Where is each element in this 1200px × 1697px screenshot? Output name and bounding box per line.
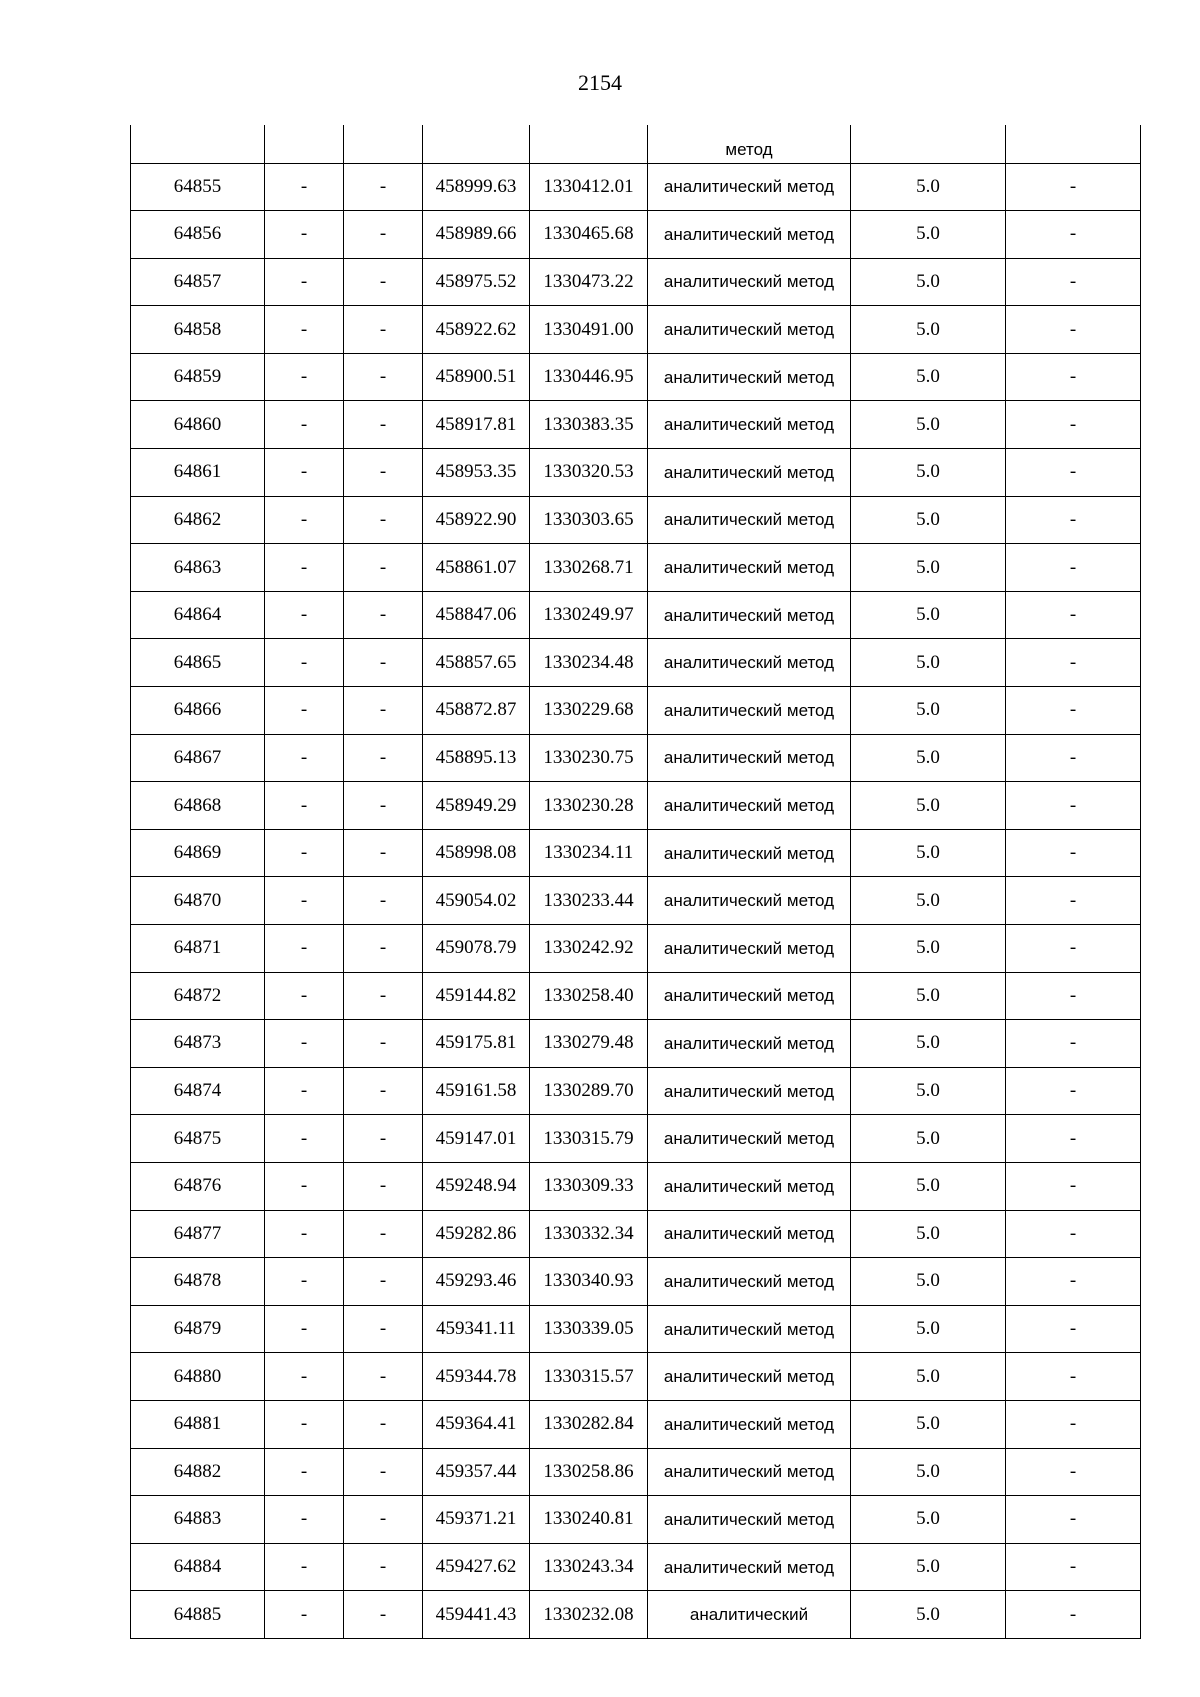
table-row xyxy=(131,544,1141,592)
cell-y-coordinate: 1330234.48 xyxy=(530,639,648,687)
table-row xyxy=(131,496,1141,544)
table-row xyxy=(131,1400,1141,1448)
cell-col2: - xyxy=(265,1591,344,1639)
cell-col3: - xyxy=(344,1067,423,1115)
cell-col3: - xyxy=(344,782,423,830)
cell-col3: - xyxy=(344,925,423,973)
cell-x-coordinate: 458917.81 xyxy=(423,401,530,449)
cell-x-coordinate: 458975.52 xyxy=(423,258,530,306)
cell-col2: - xyxy=(265,1496,344,1544)
cell-x-coordinate: 458900.51 xyxy=(423,353,530,401)
cell-col2: - xyxy=(265,449,344,497)
cell-method: аналитический метод xyxy=(648,1067,851,1115)
cell-point-id: 64864 xyxy=(131,591,265,639)
cell-method: аналитический метод xyxy=(648,258,851,306)
cell-col8: - xyxy=(1006,734,1141,782)
cell-point-id: 64876 xyxy=(131,1162,265,1210)
cell-point-id: 64882 xyxy=(131,1448,265,1496)
cell-x-coordinate: 459282.86 xyxy=(423,1210,530,1258)
cell-accuracy: 5.0 xyxy=(851,163,1006,211)
cell-method: аналитический метод xyxy=(648,1400,851,1448)
cell-y-coordinate: 1330258.86 xyxy=(530,1448,648,1496)
cell-method: аналитический метод xyxy=(648,1353,851,1401)
cell-col8: - xyxy=(1006,258,1141,306)
cell-col3: - xyxy=(344,734,423,782)
cell-method: аналитический метод xyxy=(648,734,851,782)
cell-accuracy: 5.0 xyxy=(851,449,1006,497)
cell-col2: - xyxy=(265,1020,344,1068)
cell-y-coordinate: 1330240.81 xyxy=(530,1496,648,1544)
cell-col2: - xyxy=(265,925,344,973)
table-row xyxy=(131,1305,1141,1353)
cell-method: аналитический метод xyxy=(648,1258,851,1306)
cell-y-coordinate: 1330268.71 xyxy=(530,544,648,592)
cell-method: метод xyxy=(648,125,851,163)
cell-point-id: 64881 xyxy=(131,1400,265,1448)
cell-method: аналитический метод xyxy=(648,401,851,449)
cell-col2: - xyxy=(265,782,344,830)
cell-accuracy: 5.0 xyxy=(851,925,1006,973)
cell-col2: - xyxy=(265,1258,344,1306)
cell-col8: - xyxy=(1006,639,1141,687)
page-number: 2154 xyxy=(578,70,622,95)
cell-method: аналитический метод xyxy=(648,591,851,639)
cell-y-coordinate: 1330233.44 xyxy=(530,877,648,925)
cell-col8: - xyxy=(1006,1162,1141,1210)
cell-point-id: 64861 xyxy=(131,449,265,497)
cell-method: аналитический xyxy=(648,1591,851,1639)
cell-point-id: 64857 xyxy=(131,258,265,306)
cell-x-coordinate: 458922.90 xyxy=(423,496,530,544)
cell-x-coordinate: 459341.11 xyxy=(423,1305,530,1353)
cell-method: аналитический метод xyxy=(648,1115,851,1163)
cell-point-id: 64870 xyxy=(131,877,265,925)
cell-x-coordinate: 459371.21 xyxy=(423,1496,530,1544)
cell-x-coordinate: 459161.58 xyxy=(423,1067,530,1115)
cell-y-coordinate: 1330491.00 xyxy=(530,306,648,354)
cell-accuracy: 5.0 xyxy=(851,401,1006,449)
cell-col2: - xyxy=(265,1448,344,1496)
cell-accuracy: 5.0 xyxy=(851,972,1006,1020)
cell-y-coordinate: 1330232.08 xyxy=(530,1591,648,1639)
cell-point-id: 64856 xyxy=(131,211,265,259)
cell-col2: - xyxy=(265,258,344,306)
cell-point-id: 64871 xyxy=(131,925,265,973)
cell-method: аналитический метод xyxy=(648,1020,851,1068)
table-row xyxy=(131,1353,1141,1401)
cell-accuracy: 5.0 xyxy=(851,1353,1006,1401)
coordinates-table xyxy=(130,125,1141,1639)
cell-accuracy: 5.0 xyxy=(851,1448,1006,1496)
cell-accuracy: 5.0 xyxy=(851,1210,1006,1258)
cell-y-coordinate: 1330282.84 xyxy=(530,1400,648,1448)
cell-method: аналитический метод xyxy=(648,1162,851,1210)
cell-col3: - xyxy=(344,1591,423,1639)
cell-x-coordinate: 458847.06 xyxy=(423,591,530,639)
cell-empty xyxy=(131,125,265,163)
cell-col3: - xyxy=(344,496,423,544)
cell-col8: - xyxy=(1006,1448,1141,1496)
cell-y-coordinate: 1330229.68 xyxy=(530,687,648,735)
cell-point-id: 64883 xyxy=(131,1496,265,1544)
cell-col2: - xyxy=(265,401,344,449)
cell-accuracy: 5.0 xyxy=(851,734,1006,782)
cell-col3: - xyxy=(344,972,423,1020)
cell-col8: - xyxy=(1006,544,1141,592)
table-row xyxy=(131,211,1141,259)
cell-accuracy: 5.0 xyxy=(851,1162,1006,1210)
cell-accuracy: 5.0 xyxy=(851,544,1006,592)
cell-x-coordinate: 459248.94 xyxy=(423,1162,530,1210)
cell-x-coordinate: 459054.02 xyxy=(423,877,530,925)
cell-col2: - xyxy=(265,1162,344,1210)
cell-y-coordinate: 1330465.68 xyxy=(530,211,648,259)
cell-col2: - xyxy=(265,972,344,1020)
cell-empty xyxy=(423,125,530,163)
cell-col3: - xyxy=(344,353,423,401)
cell-col3: - xyxy=(344,163,423,211)
cell-point-id: 64858 xyxy=(131,306,265,354)
cell-col2: - xyxy=(265,1353,344,1401)
table-row xyxy=(131,1496,1141,1544)
cell-col2: - xyxy=(265,734,344,782)
cell-accuracy: 5.0 xyxy=(851,353,1006,401)
cell-point-id: 64855 xyxy=(131,163,265,211)
cell-col8: - xyxy=(1006,306,1141,354)
cell-y-coordinate: 1330258.40 xyxy=(530,972,648,1020)
cell-col8: - xyxy=(1006,353,1141,401)
cell-col2: - xyxy=(265,1400,344,1448)
cell-point-id: 64867 xyxy=(131,734,265,782)
cell-col8: - xyxy=(1006,211,1141,259)
cell-method: аналитический метод xyxy=(648,544,851,592)
cell-accuracy: 5.0 xyxy=(851,1591,1006,1639)
cell-y-coordinate: 1330339.05 xyxy=(530,1305,648,1353)
cell-point-id: 64877 xyxy=(131,1210,265,1258)
cell-y-coordinate: 1330412.01 xyxy=(530,163,648,211)
cell-x-coordinate: 458895.13 xyxy=(423,734,530,782)
cell-col3: - xyxy=(344,449,423,497)
continuation-row xyxy=(131,125,1141,163)
cell-accuracy: 5.0 xyxy=(851,639,1006,687)
cell-point-id: 64875 xyxy=(131,1115,265,1163)
cell-col2: - xyxy=(265,591,344,639)
cell-y-coordinate: 1330289.70 xyxy=(530,1067,648,1115)
table-row xyxy=(131,1115,1141,1163)
cell-col2: - xyxy=(265,1543,344,1591)
cell-accuracy: 5.0 xyxy=(851,258,1006,306)
cell-empty xyxy=(344,125,423,163)
cell-point-id: 64879 xyxy=(131,1305,265,1353)
cell-method: аналитический метод xyxy=(648,163,851,211)
cell-col3: - xyxy=(344,1400,423,1448)
table-row xyxy=(131,1020,1141,1068)
cell-y-coordinate: 1330279.48 xyxy=(530,1020,648,1068)
cell-col8: - xyxy=(1006,1305,1141,1353)
table-row xyxy=(131,877,1141,925)
cell-accuracy: 5.0 xyxy=(851,1400,1006,1448)
cell-method: аналитический метод xyxy=(648,449,851,497)
table-row xyxy=(131,925,1141,973)
cell-accuracy: 5.0 xyxy=(851,1258,1006,1306)
cell-col3: - xyxy=(344,687,423,735)
cell-col3: - xyxy=(344,591,423,639)
cell-col8: - xyxy=(1006,1496,1141,1544)
table-row xyxy=(131,258,1141,306)
cell-col2: - xyxy=(265,306,344,354)
cell-col8: - xyxy=(1006,401,1141,449)
cell-y-coordinate: 1330446.95 xyxy=(530,353,648,401)
cell-empty xyxy=(265,125,344,163)
cell-accuracy: 5.0 xyxy=(851,1543,1006,1591)
cell-point-id: 64859 xyxy=(131,353,265,401)
cell-accuracy: 5.0 xyxy=(851,496,1006,544)
cell-method: аналитический метод xyxy=(648,353,851,401)
cell-col3: - xyxy=(344,1353,423,1401)
cell-accuracy: 5.0 xyxy=(851,829,1006,877)
cell-col3: - xyxy=(344,258,423,306)
cell-point-id: 64872 xyxy=(131,972,265,1020)
cell-accuracy: 5.0 xyxy=(851,877,1006,925)
cell-point-id: 64860 xyxy=(131,401,265,449)
cell-col8: - xyxy=(1006,1591,1141,1639)
cell-x-coordinate: 459364.41 xyxy=(423,1400,530,1448)
cell-col2: - xyxy=(265,163,344,211)
table-row xyxy=(131,163,1141,211)
cell-method: аналитический метод xyxy=(648,1496,851,1544)
cell-method: аналитический метод xyxy=(648,1543,851,1591)
cell-x-coordinate: 458999.63 xyxy=(423,163,530,211)
cell-col8: - xyxy=(1006,1543,1141,1591)
cell-x-coordinate: 458922.62 xyxy=(423,306,530,354)
table-row xyxy=(131,734,1141,782)
cell-col3: - xyxy=(344,306,423,354)
cell-col8: - xyxy=(1006,925,1141,973)
cell-col8: - xyxy=(1006,1067,1141,1115)
cell-y-coordinate: 1330315.79 xyxy=(530,1115,648,1163)
table-row xyxy=(131,1162,1141,1210)
cell-col3: - xyxy=(344,1496,423,1544)
table-body xyxy=(131,125,1141,1638)
table-row xyxy=(131,972,1141,1020)
cell-x-coordinate: 459357.44 xyxy=(423,1448,530,1496)
cell-col8: - xyxy=(1006,591,1141,639)
table-row xyxy=(131,1591,1141,1639)
cell-col8: - xyxy=(1006,782,1141,830)
cell-col2: - xyxy=(265,687,344,735)
cell-col8: - xyxy=(1006,163,1141,211)
table-row xyxy=(131,449,1141,497)
cell-col8: - xyxy=(1006,449,1141,497)
cell-y-coordinate: 1330332.34 xyxy=(530,1210,648,1258)
cell-col3: - xyxy=(344,1210,423,1258)
cell-empty xyxy=(530,125,648,163)
cell-col8: - xyxy=(1006,1115,1141,1163)
cell-col8: - xyxy=(1006,1210,1141,1258)
cell-point-id: 64868 xyxy=(131,782,265,830)
cell-col2: - xyxy=(265,544,344,592)
table-row xyxy=(131,1448,1141,1496)
cell-y-coordinate: 1330243.34 xyxy=(530,1543,648,1591)
cell-x-coordinate: 459147.01 xyxy=(423,1115,530,1163)
cell-col8: - xyxy=(1006,829,1141,877)
cell-x-coordinate: 459344.78 xyxy=(423,1353,530,1401)
cell-col2: - xyxy=(265,1305,344,1353)
cell-empty xyxy=(851,125,1006,163)
cell-empty xyxy=(1006,125,1141,163)
cell-point-id: 64884 xyxy=(131,1543,265,1591)
cell-point-id: 64866 xyxy=(131,687,265,735)
cell-x-coordinate: 459078.79 xyxy=(423,925,530,973)
cell-accuracy: 5.0 xyxy=(851,782,1006,830)
cell-col8: - xyxy=(1006,496,1141,544)
cell-point-id: 64873 xyxy=(131,1020,265,1068)
table-row xyxy=(131,591,1141,639)
cell-col2: - xyxy=(265,1115,344,1163)
cell-col3: - xyxy=(344,829,423,877)
cell-y-coordinate: 1330230.75 xyxy=(530,734,648,782)
cell-y-coordinate: 1330383.35 xyxy=(530,401,648,449)
cell-y-coordinate: 1330230.28 xyxy=(530,782,648,830)
cell-col2: - xyxy=(265,829,344,877)
cell-x-coordinate: 459144.82 xyxy=(423,972,530,1020)
cell-col8: - xyxy=(1006,687,1141,735)
cell-method: аналитический метод xyxy=(648,925,851,973)
cell-point-id: 64862 xyxy=(131,496,265,544)
cell-accuracy: 5.0 xyxy=(851,1496,1006,1544)
cell-x-coordinate: 458861.07 xyxy=(423,544,530,592)
cell-point-id: 64878 xyxy=(131,1258,265,1306)
cell-y-coordinate: 1330473.22 xyxy=(530,258,648,306)
cell-method: аналитический метод xyxy=(648,972,851,1020)
cell-col8: - xyxy=(1006,972,1141,1020)
cell-col3: - xyxy=(344,1258,423,1306)
cell-col2: - xyxy=(265,639,344,687)
cell-x-coordinate: 458872.87 xyxy=(423,687,530,735)
cell-col3: - xyxy=(344,211,423,259)
cell-method: аналитический метод xyxy=(648,1305,851,1353)
cell-method: аналитический метод xyxy=(648,211,851,259)
table-row xyxy=(131,639,1141,687)
cell-col3: - xyxy=(344,1543,423,1591)
cell-col2: - xyxy=(265,877,344,925)
cell-accuracy: 5.0 xyxy=(851,1305,1006,1353)
table-row xyxy=(131,829,1141,877)
cell-col8: - xyxy=(1006,1258,1141,1306)
cell-accuracy: 5.0 xyxy=(851,1020,1006,1068)
cell-point-id: 64885 xyxy=(131,1591,265,1639)
cell-y-coordinate: 1330315.57 xyxy=(530,1353,648,1401)
cell-x-coordinate: 459427.62 xyxy=(423,1543,530,1591)
cell-x-coordinate: 459441.43 xyxy=(423,1591,530,1639)
cell-col2: - xyxy=(265,353,344,401)
cell-y-coordinate: 1330320.53 xyxy=(530,449,648,497)
cell-accuracy: 5.0 xyxy=(851,1067,1006,1115)
cell-point-id: 64874 xyxy=(131,1067,265,1115)
cell-y-coordinate: 1330303.65 xyxy=(530,496,648,544)
cell-x-coordinate: 458998.08 xyxy=(423,829,530,877)
cell-col3: - xyxy=(344,544,423,592)
cell-y-coordinate: 1330309.33 xyxy=(530,1162,648,1210)
cell-method: аналитический метод xyxy=(648,829,851,877)
cell-accuracy: 5.0 xyxy=(851,306,1006,354)
cell-col3: - xyxy=(344,1162,423,1210)
cell-x-coordinate: 458857.65 xyxy=(423,639,530,687)
cell-method: аналитический метод xyxy=(648,877,851,925)
table-row xyxy=(131,401,1141,449)
cell-x-coordinate: 458949.29 xyxy=(423,782,530,830)
cell-col2: - xyxy=(265,1210,344,1258)
cell-x-coordinate: 458953.35 xyxy=(423,449,530,497)
cell-point-id: 64863 xyxy=(131,544,265,592)
cell-point-id: 64880 xyxy=(131,1353,265,1401)
cell-col8: - xyxy=(1006,1353,1141,1401)
cell-col2: - xyxy=(265,496,344,544)
cell-method: аналитический метод xyxy=(648,687,851,735)
cell-method: аналитический метод xyxy=(648,782,851,830)
table-row xyxy=(131,353,1141,401)
cell-col2: - xyxy=(265,1067,344,1115)
cell-y-coordinate: 1330234.11 xyxy=(530,829,648,877)
table-row xyxy=(131,1258,1141,1306)
cell-col3: - xyxy=(344,1115,423,1163)
cell-accuracy: 5.0 xyxy=(851,687,1006,735)
table-row xyxy=(131,1543,1141,1591)
cell-method: аналитический метод xyxy=(648,496,851,544)
cell-col3: - xyxy=(344,1020,423,1068)
cell-col3: - xyxy=(344,401,423,449)
cell-accuracy: 5.0 xyxy=(851,591,1006,639)
cell-method: аналитический метод xyxy=(648,1210,851,1258)
cell-col3: - xyxy=(344,639,423,687)
cell-col3: - xyxy=(344,1448,423,1496)
cell-col2: - xyxy=(265,211,344,259)
cell-col3: - xyxy=(344,1305,423,1353)
cell-x-coordinate: 459175.81 xyxy=(423,1020,530,1068)
cell-y-coordinate: 1330242.92 xyxy=(530,925,648,973)
cell-col8: - xyxy=(1006,1020,1141,1068)
cell-col3: - xyxy=(344,877,423,925)
cell-x-coordinate: 458989.66 xyxy=(423,211,530,259)
cell-x-coordinate: 459293.46 xyxy=(423,1258,530,1306)
cell-col8: - xyxy=(1006,1400,1141,1448)
table-row xyxy=(131,1210,1141,1258)
cell-y-coordinate: 1330249.97 xyxy=(530,591,648,639)
table-row xyxy=(131,306,1141,354)
table-row xyxy=(131,687,1141,735)
cell-accuracy: 5.0 xyxy=(851,1115,1006,1163)
cell-method: аналитический метод xyxy=(648,1448,851,1496)
table-row xyxy=(131,782,1141,830)
cell-method: аналитический метод xyxy=(648,306,851,354)
cell-method: аналитический метод xyxy=(648,639,851,687)
cell-accuracy: 5.0 xyxy=(851,211,1006,259)
cell-y-coordinate: 1330340.93 xyxy=(530,1258,648,1306)
table-row xyxy=(131,1067,1141,1115)
cell-col8: - xyxy=(1006,877,1141,925)
cell-point-id: 64865 xyxy=(131,639,265,687)
cell-point-id: 64869 xyxy=(131,829,265,877)
